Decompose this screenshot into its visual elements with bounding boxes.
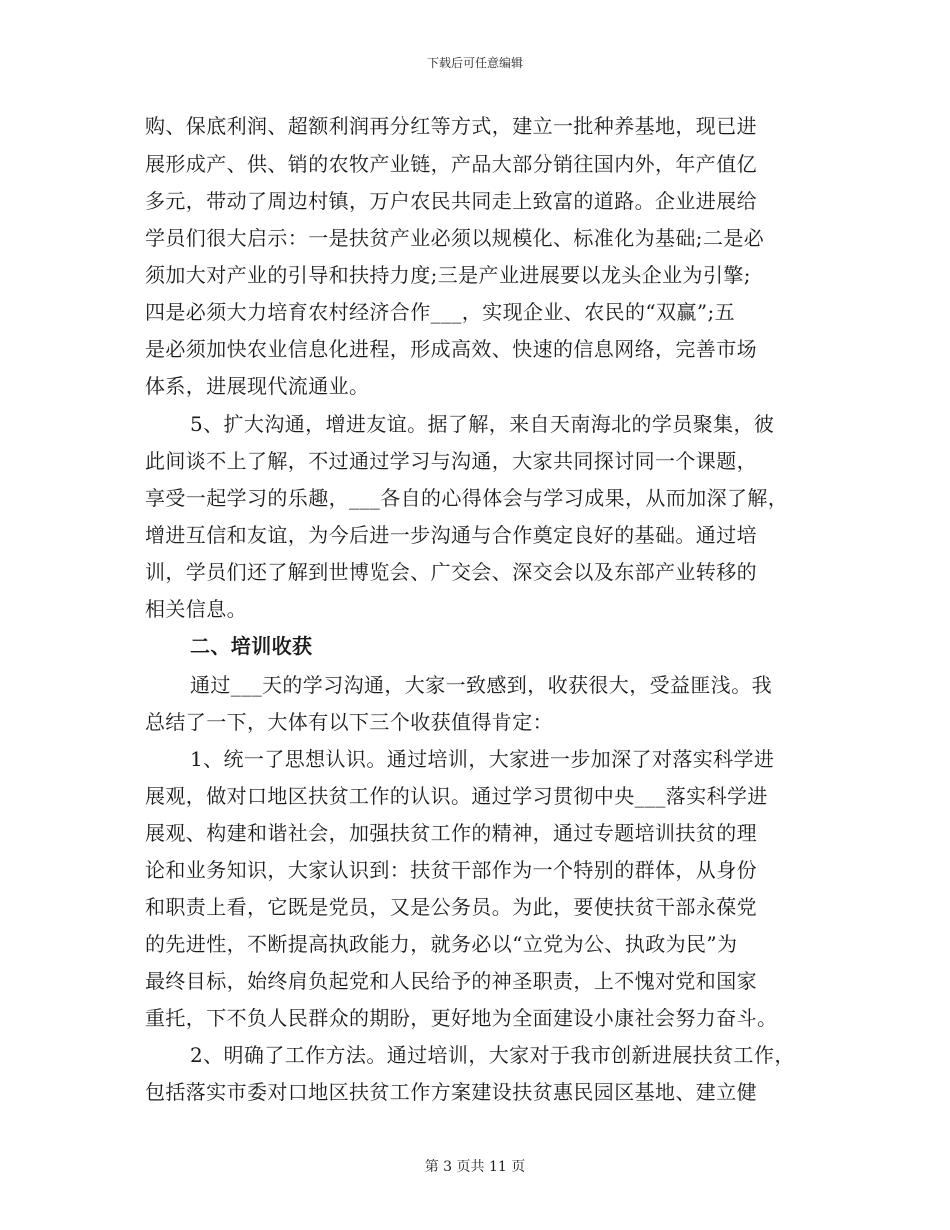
text-line: 相关信息。 [145,597,247,621]
text-line: 须加大对产业的引导和扶持力度;三是产业进展要以龙头企业为引擎; [145,263,751,287]
text-line: 学员们很大启示：一是扶贫产业必须以规模化、标准化为基础;二是必 [145,226,765,250]
text-line: 是必须加快农业信息化进程，形成高效、快速的信息网络，完善市场 [145,337,757,361]
text-line: 包括落实市委对口地区扶贫工作方案建设扶贫惠民园区基地、建立健 [145,1080,757,1104]
text-line: 体系，进展现代流通业。 [145,374,370,398]
text-line: 增进互信和友谊，为今后进一步沟通与合作奠定良好的基础。通过培 [145,523,757,547]
page-header: 下载后可任意编辑 [426,56,523,70]
text-line: 最终目标，始终肩负起党和人民给予的神圣职责，上不愧对党和国家 [145,969,757,993]
text-line: 的先进性，不断提高执政能力，就务必以“立党为公、执政为民”为 [145,932,738,956]
text-line: 购、保底利润、超额利润再分红等方式，建立一批种养基地，现已进 [145,114,757,138]
text-line: 享受一起学习的乐趣，___各自的心得体会与学习成果，从而加深了解， [145,486,789,510]
text-line: 总结了一下，大体有以下三个收获值得肯定： [145,710,553,734]
text-line: 四是必须大力培育农村经济合作___，实现企业、农民的“双赢”;五 [145,300,735,324]
text-line: 此间谈不上了解，不过通过学习与沟通，大家共同探讨同一个课题， [145,449,757,473]
text-line: 展观，做对口地区扶贫工作的认识。通过学习贯彻中央___落实科学进 [145,784,768,808]
text-line: 展观、构建和谐社会，加强扶贫工作的精神，通过专题培训扶贫的理 [145,821,757,845]
text-line: 训，学员们还了解到世博览会、广交会、深交会以及东部产业转移的 [145,560,757,584]
text-line: 2、明确了工作方法。通过培训，大家对于我市创新进展扶贫工作， [190,1043,795,1067]
text-line: 和职责上看，它既是党员，又是公务员。为此，要使扶贫干部永葆党 [145,895,757,919]
section-heading: 二、培训收获 [190,634,313,658]
text-line: 重托，下不负人民群众的期盼，更好地为全面建设小康社会努力奋斗。 [145,1006,778,1030]
text-line: 展形成产、供、销的农牧产业链，产品大部分销往国内外，年产值亿 [145,152,757,176]
text-line: 1、统一了思想认识。通过培训，大家进一步加深了对落实科学进 [190,747,775,771]
text-line: 通过___天的学习沟通，大家一致感到，收获很大，受益匪浅。我 [190,673,772,697]
text-line: 多元，带动了周边村镇，万户农民共同走上致富的道路。企业进展给 [145,189,757,213]
text-line: 论和业务知识，大家认识到：扶贫干部作为一个特别的群体，从身份 [145,858,757,882]
page-footer: 第 3 页共 11 页 [424,1159,526,1175]
text-line: 5、扩大沟通，增进友谊。据了解，来自天南海北的学员聚集，彼 [190,412,775,436]
